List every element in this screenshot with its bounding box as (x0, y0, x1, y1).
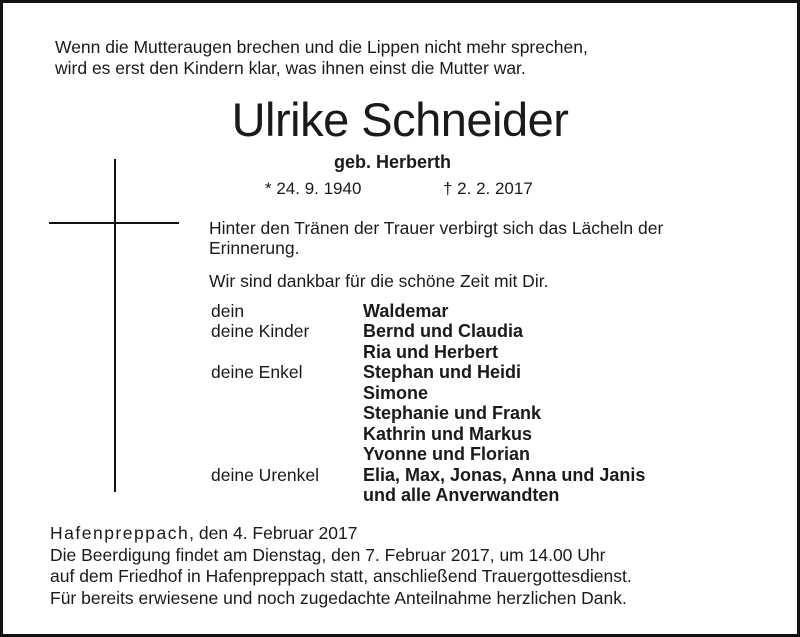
mourner-names: Yvonne und Florian (363, 444, 531, 464)
intro-verse (55, 37, 588, 79)
gratitude-line: Wir sind dankbar für die schöne Zeit mit Dir. (209, 271, 549, 291)
cross-vertical-bar (114, 159, 116, 492)
notice-date: , den 4. Februar 2017 (189, 523, 358, 543)
relation-label: deine Enkel (211, 362, 303, 382)
final-thanks: Für bereits erwiesene und noch zugedachte Anteilnahme herzlichen Dank. (50, 588, 627, 608)
mourner-names: Stephan und Heidi (363, 362, 522, 382)
mourner-names: Waldemar (363, 301, 449, 321)
mourner-names: Ria und Herbert (363, 342, 499, 362)
mourner-names: und alle Anverwandten (363, 485, 560, 505)
cross-horizontal-bar (49, 222, 179, 224)
mourner-names: Elia, Max, Jonas, Anna und Janis (363, 465, 646, 485)
mourner-names: Simone (363, 383, 429, 403)
birth-date: * 24. 9. 1940 (265, 179, 362, 198)
place-and-date (50, 523, 357, 544)
memorial-quote (209, 218, 663, 258)
birth-name: geb. Herberth (334, 152, 452, 172)
mourner-names: Stephanie und Frank (363, 403, 542, 423)
relation-label: dein (211, 301, 245, 321)
relation-label: deine Urenkel (211, 465, 319, 485)
quote-line-1: Hinter den Tränen der Trauer verbirgt sich das Lächeln der (209, 218, 664, 238)
funeral-details (50, 545, 632, 587)
intro-line-1: Wenn die Mutteraugen brechen und die Lippen nicht mehr sprechen, (55, 37, 588, 57)
place-name: Hafenpreppach (50, 523, 190, 543)
quote-line-2: Erinnerung. (209, 238, 300, 258)
mourner-names: Bernd und Claudia (363, 321, 524, 341)
deceased-name: Ulrike Schneider (231, 93, 569, 146)
mourner-names: Kathrin und Markus (363, 424, 533, 444)
relation-label: deine Kinder (211, 321, 310, 341)
funeral-line-2: auf dem Friedhof in Hafenpreppach statt, anschließend Trauergottesdienst. (50, 566, 632, 586)
death-date: † 2. 2. 2017 (443, 179, 533, 198)
intro-line-2: wird es erst den Kindern klar, was ihnen einst die Mutter war. (55, 58, 526, 78)
funeral-line-1: Die Beerdigung findet am Dienstag, den 7. Februar 2017, um 14.00 Uhr (50, 545, 606, 565)
